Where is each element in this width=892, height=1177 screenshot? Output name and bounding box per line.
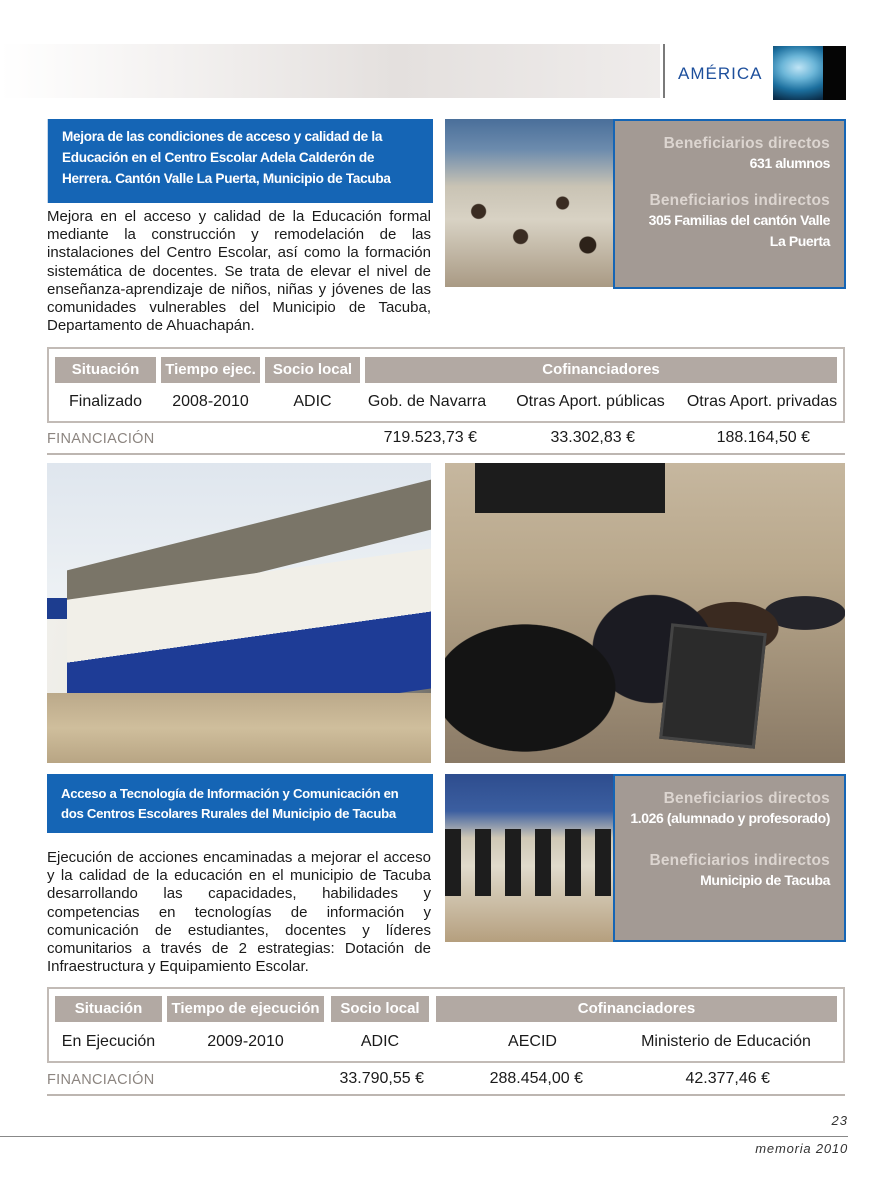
financing-cofinanciador-3: 188.164,50 € (716, 429, 810, 446)
direct-beneficiaries-label: Beneficiarios directos (663, 135, 830, 152)
photo-ground (47, 693, 431, 763)
classroom-photo (445, 119, 613, 287)
financing-underline (47, 1094, 845, 1096)
financing-label: FINANCIACIÓN (47, 1072, 155, 1088)
project2-beneficiaries (613, 774, 846, 942)
header-band (0, 44, 660, 98)
cell-socio: ADIC (293, 393, 332, 410)
region-label: AMÉRICA (678, 64, 763, 83)
financing-label: FINANCIACIÓN (47, 431, 155, 447)
header-tiempo: Tiempo ejec. (161, 357, 260, 383)
publication-label: memoria 2010 (755, 1141, 848, 1156)
footer-divider (0, 1136, 848, 1137)
project1-beneficiaries (613, 119, 846, 289)
cell-cofinanciador-1: AECID (508, 1033, 557, 1050)
header-situacion: Situación (55, 357, 156, 383)
project1-title: Mejora de las condiciones de acceso y calidad de la Educación en el Centro Escolar Adela Calderón de Herrera. Cantón Valle La Puerta, Municipio de Tacuba (47, 119, 433, 203)
header-situacion: Situación (55, 996, 162, 1022)
project2-title: Acceso a Tecnología de Información y Comunicación en dos Centros Escolares Rurales del Municipio de Tacuba (47, 774, 433, 833)
financing-cofinanciador-1: 288.454,00 € (489, 1070, 583, 1087)
financing-cofinanciador-2: 42.377,46 € (685, 1070, 770, 1087)
school-building-photo (47, 463, 431, 763)
cell-cofinanciador-1: Gob. de Navarra (367, 393, 487, 410)
cell-cofinanciador-3: Otras Aport. privadas (686, 393, 838, 410)
header-tiempo: Tiempo de ejecución (167, 996, 324, 1022)
cell-tiempo: 2008-2010 (172, 393, 249, 410)
project2-description: Ejecución de acciones encaminadas a mejorar el acceso y la calidad de la educación en el municipio de Tacuba desarrollando las capacidades, habilidades y competencias en tecnologías de información y comunicación de estudiantes, docentes y líderes comunitarios a través de 2 estrategias: Dotación de Infraestructura y Equipamiento Escolar. (47, 849, 431, 976)
financing-cofinanciador-2: 33.302,83 € (550, 429, 635, 446)
cell-situacion: En Ejecución (61, 1033, 156, 1050)
indirect-beneficiaries-label: Beneficiarios indirectos (649, 852, 830, 869)
financing-underline (47, 453, 845, 455)
page-number: 23 (831, 1113, 848, 1128)
project1-description: Mejora en el acceso y calidad de la Educación formal mediante la construcción y remodelación de las instalaciones del Centro Escolar, así como la formación sistemática de docentes. Se trata de elevar el nivel de enseñanza-aprendizaje de niños, niñas y jóvenes de las comunidades vulnerables del Municipio de Tacuba, Departamento de Ahuachapán. (47, 208, 431, 335)
header-divider (663, 44, 665, 98)
indirect-beneficiaries-value: 305 Familias del cantón Valle La Puerta (648, 212, 830, 249)
indirect-beneficiaries-value: Municipio de Tacuba (700, 872, 830, 888)
region-decorative-image (773, 46, 846, 100)
computer-lab-photo (445, 463, 845, 763)
header-cofinanciadores: Cofinanciadores (365, 357, 837, 383)
direct-beneficiaries-value: 631 alumnos (749, 155, 830, 171)
financing-socio: 33.790,55 € (339, 1070, 424, 1087)
financing-cofinanciador-1: 719.523,73 € (383, 429, 477, 446)
photo-board (475, 463, 665, 513)
header-socio: Socio local (331, 996, 429, 1022)
cell-socio: ADIC (360, 1033, 400, 1050)
direct-beneficiaries-value: 1.026 (alumnado y profesorado) (630, 810, 830, 826)
header-cofinanciadores: Cofinanciadores (436, 996, 837, 1022)
cell-situacion: Finalizado (69, 393, 142, 410)
indirect-beneficiaries-label: Beneficiarios indirectos (649, 192, 830, 209)
cell-tiempo: 2009-2010 (207, 1033, 284, 1050)
cell-cofinanciador-2: Ministerio de Educación (641, 1033, 811, 1050)
photo-monitor (659, 623, 767, 748)
cell-cofinanciador-2: Otras Aport. públicas (516, 393, 665, 410)
direct-beneficiaries-label: Beneficiarios directos (663, 790, 830, 807)
header-socio: Socio local (265, 357, 360, 383)
computer-classroom-photo (445, 774, 613, 942)
